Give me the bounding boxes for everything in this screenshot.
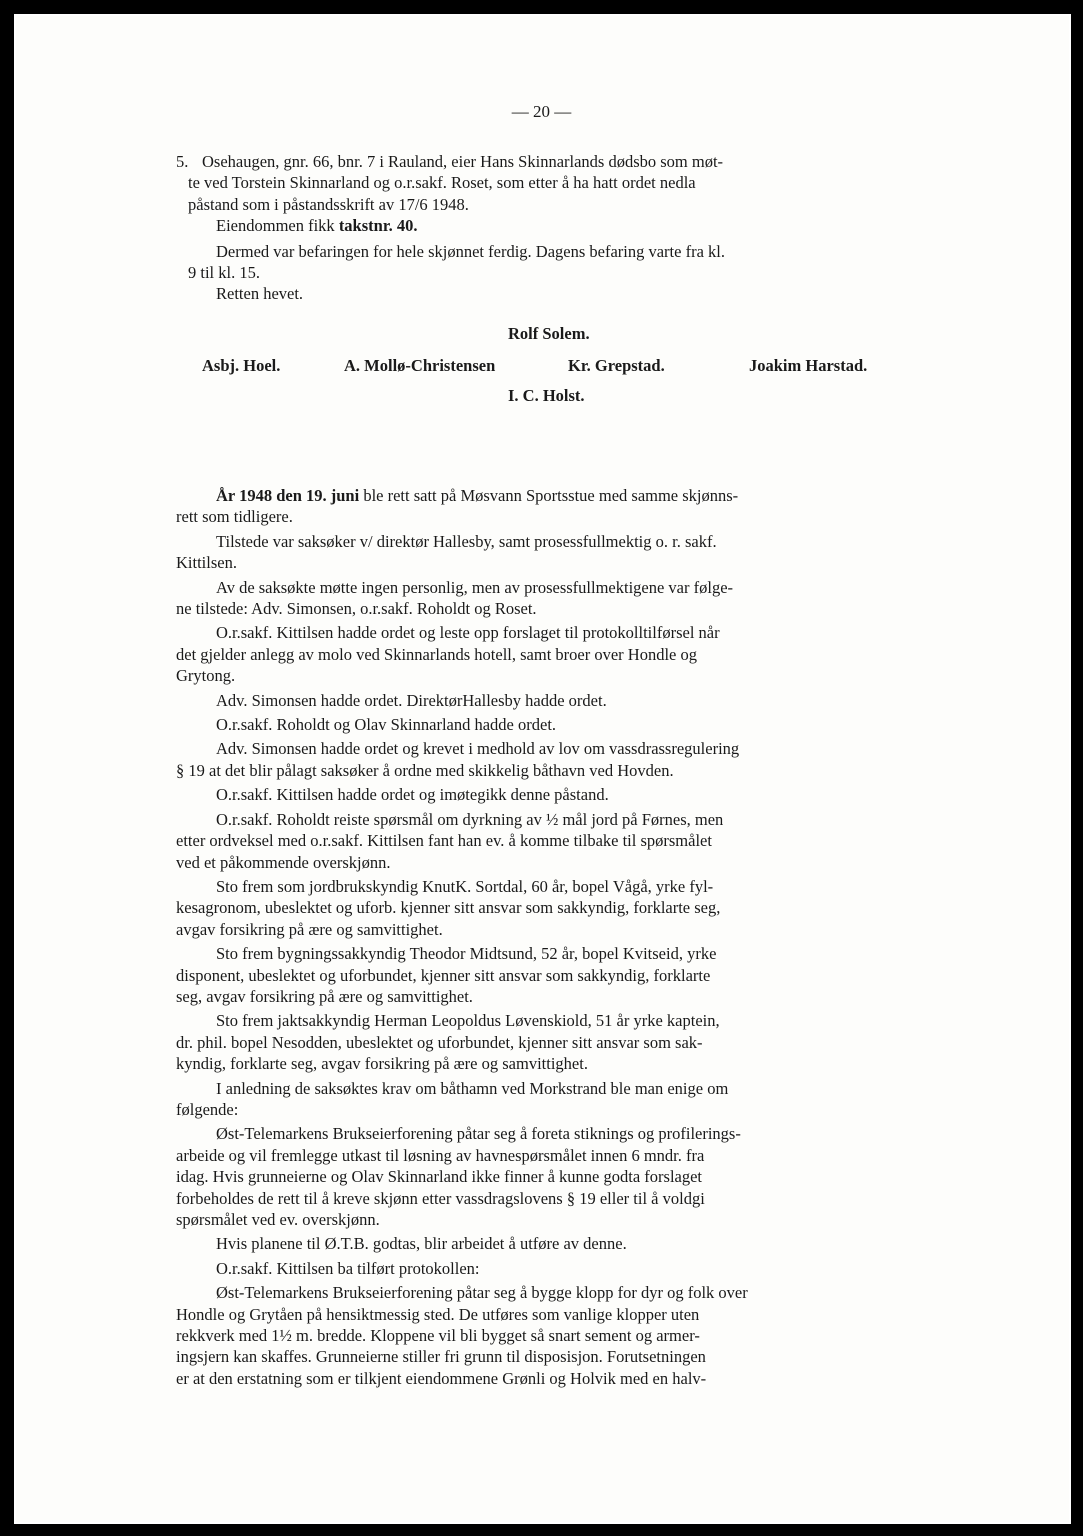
protocol-paragraph: [176, 1258, 930, 1279]
item-5-line-3: påstand som i påstandsskrift av 17/6 1948.: [188, 194, 469, 214]
protocol-paragraph: [176, 1078, 930, 1121]
paragraph-line: ingsjern kan skaffes. Grunneierne stiller fri grunn til disposisjon. Forutsetningen: [176, 1347, 706, 1367]
paragraph-line: det gjelder anlegg av molo ved Skinnarlands hotell, samt broer over Hondle og: [176, 644, 697, 664]
paragraph-line: kyndig, forklarte seg, avgav forsikring på ære og samvittighet.: [176, 1054, 588, 1074]
protocol-paragraph: [176, 809, 930, 873]
paragraph-line: Grytong.: [176, 666, 236, 686]
opening-paragraph: [176, 485, 930, 528]
paragraph-line: Sto frem som jordbrukskyndig KnutK. Sortdal, 60 år, bopel Vågå, yrke fyl-: [216, 876, 714, 896]
protocol-paragraph: [176, 1010, 930, 1074]
protocol-paragraphs: [176, 531, 930, 1389]
paragraph-line: forbeholdes de rett til å kreve skjønn etter vassdragslovens § 19 eller til å voldgi: [176, 1188, 705, 1208]
signature-harstad: Joakim Harstad.: [749, 356, 868, 375]
paragraph-line: kesagronom, ubeslektet og uforb. kjenner sitt ansvar som sakkyndig, forklarte seg,: [176, 898, 721, 918]
protocol-paragraph: [176, 784, 930, 805]
item-5-line-4: [176, 215, 930, 236]
paragraph-line: følgende:: [176, 1099, 239, 1119]
protocol-paragraph: [176, 1233, 930, 1254]
item-5: [176, 151, 930, 237]
paragraph-line: er at den erstatning som er tilkjent eiendommene Grønli og Holvik med en halv-: [176, 1368, 707, 1388]
paragraph-line: Sto frem bygningssakkyndig Theodor Midtsund, 52 år, bopel Kvitseid, yrke: [216, 944, 717, 964]
protocol-paragraph: [176, 876, 930, 940]
signature-holst: I. C. Holst.: [508, 386, 585, 405]
opening-line-1: [176, 485, 930, 506]
protocol-paragraph: [176, 714, 930, 735]
closing-line-1: Dermed var befaringen for hele skjønnet ferdig. Dagens befaring varte fra kl.: [216, 241, 725, 261]
paragraph-line: O.r.sakf. Roholdt og Olav Skinnarland hadde ordet.: [216, 715, 557, 735]
signature-asbj-hoel: Asbj. Hoel.: [202, 356, 281, 375]
takst-prefix: Eiendommen fikk: [216, 216, 339, 236]
protocol-paragraph: [176, 690, 930, 711]
paragraph-line: idag. Hvis grunneierne og Olav Skinnarland ikke finner å kunne godta forslaget: [176, 1167, 703, 1187]
paragraph-line: Av de saksøkte møtte ingen personlig, men av prosessfullmektigene var følge-: [216, 577, 734, 597]
scan-border-top: [0, 0, 1083, 14]
paragraph-line: dr. phil. bopel Nesodden, ubeslektet og uforbundet, kjenner sitt ansvar som sak-: [176, 1032, 703, 1052]
item-5-line-2: te ved Torstein Skinnarland og o.r.sakf. Roset, som etter å ha hatt ordet nedla: [188, 173, 696, 193]
paragraph-line: rekkverk med 1½ m. bredde. Kloppene vil bli bygget så snart sement og armer-: [176, 1326, 700, 1346]
protocol-paragraph: [176, 943, 930, 1007]
section-1: [176, 151, 930, 305]
paragraph-line: ved et påkommende overskjønn.: [176, 852, 391, 872]
protocol-paragraph: [176, 622, 930, 686]
scan-border-left: [0, 0, 14, 1536]
takst-number: takstnr. 40.: [338, 216, 418, 236]
signature-rolf-solem: Rolf Solem.: [508, 324, 590, 343]
paragraph-line: Tilstede var saksøker v/ direktør Hallesby, samt prosessfullmektig o. r. sakf.: [216, 531, 717, 551]
closing-paragraph: [176, 241, 930, 305]
paragraph-line: Øst-Telemarkens Brukseierforening påtar seg å bygge klopp for dyr og folk over: [216, 1283, 748, 1303]
scan-border-right: [1071, 0, 1083, 1536]
paragraph-line: § 19 at det blir pålagt saksøker å ordne med skikkelig båthavn ved Hovden.: [176, 760, 674, 780]
signature-moll-christensen: A. Mollø-Christensen: [344, 356, 496, 375]
paragraph-line: O.r.sakf. Kittilsen hadde ordet og leste opp forslaget til protokolltilførsel når: [216, 623, 720, 643]
section-2: [176, 485, 930, 1389]
paragraph-line: etter ordveksel med o.r.sakf. Kittilsen fant han ev. å komme tilbake til spørsmålet: [176, 831, 712, 851]
opening-line-2: rett som tidligere.: [176, 507, 293, 527]
item-number: 5.: [176, 152, 189, 171]
closing-line-2: 9 til kl. 15.: [188, 263, 260, 283]
protocol-paragraph: [176, 531, 930, 574]
protocol-paragraph: [176, 1123, 930, 1230]
paragraph-line: Adv. Simonsen hadde ordet. DirektørHallesby hadde ordet.: [216, 690, 607, 710]
paragraph-line: disponent, ubeslektet og uforbundet, kjenner sitt ansvar som sakkyndig, forklarte: [176, 965, 711, 985]
signature-grepstad: Kr. Grepstad.: [568, 356, 665, 375]
paragraph-line: I anledning de saksøktes krav om båthamn ved Morkstrand ble man enige om: [216, 1078, 729, 1098]
paragraph-line: Hondle og Grytåen på hensiktmessig sted. De utføres som vanlige klopper uten: [176, 1304, 700, 1324]
paragraph-line: O.r.sakf. Kittilsen hadde ordet og imøtegikk denne påstand.: [216, 785, 609, 805]
paragraph-line: Hvis planene til Ø.T.B. godtas, blir arbeidet å utføre av denne.: [216, 1234, 627, 1254]
scan-border-bottom: [0, 1524, 1083, 1536]
paragraph-line: Adv. Simonsen hadde ordet og krevet i medhold av lov om vassdrassregulering: [216, 739, 740, 759]
closing-line-3: Retten hevet.: [216, 284, 304, 304]
paragraph-line: Øst-Telemarkens Brukseierforening påtar seg å foreta stiknings og profilerings-: [216, 1124, 741, 1144]
paragraph-line: ne tilstede: Adv. Simonsen, o.r.sakf. Roholdt og Roset.: [176, 599, 537, 619]
protocol-paragraph: [176, 577, 930, 620]
protocol-paragraph: [176, 738, 930, 781]
protocol-paragraph: [176, 1282, 930, 1389]
paragraph-line: Kittilsen.: [176, 553, 237, 573]
session-date: År 1948 den 19. juni: [216, 486, 360, 505]
item-5-line-1: Osehaugen, gnr. 66, bnr. 7 i Rauland, eier Hans Skinnarlands dødsbo som møt-: [202, 152, 724, 171]
page-number: — 20 —: [511, 102, 572, 121]
paragraph-line: arbeide og vil fremlegge utkast til løsning av havnespørsmålet innen 6 mndr. fra: [176, 1145, 705, 1165]
paragraph-line: spørsmålet ved ev. overskjønn.: [176, 1210, 380, 1229]
paragraph-line: seg, avgav forsikring på ære og samvittighet.: [176, 986, 473, 1006]
paragraph-line: Sto frem jaktsakkyndig Herman Leopoldus Løvenskiold, 51 år yrke kaptein,: [216, 1011, 720, 1031]
paragraph-line: avgav forsikring på ære og samvittighet.: [176, 919, 443, 939]
paragraph-line: O.r.sakf. Roholdt reiste spørsmål om dyrkning av ½ mål jord på Førnes, men: [216, 809, 724, 829]
paragraph-line: O.r.sakf. Kittilsen ba tilført protokollen:: [216, 1258, 480, 1278]
opening-rest: ble rett satt på Møsvann Sportsstue med samme skjønns-: [359, 486, 739, 505]
